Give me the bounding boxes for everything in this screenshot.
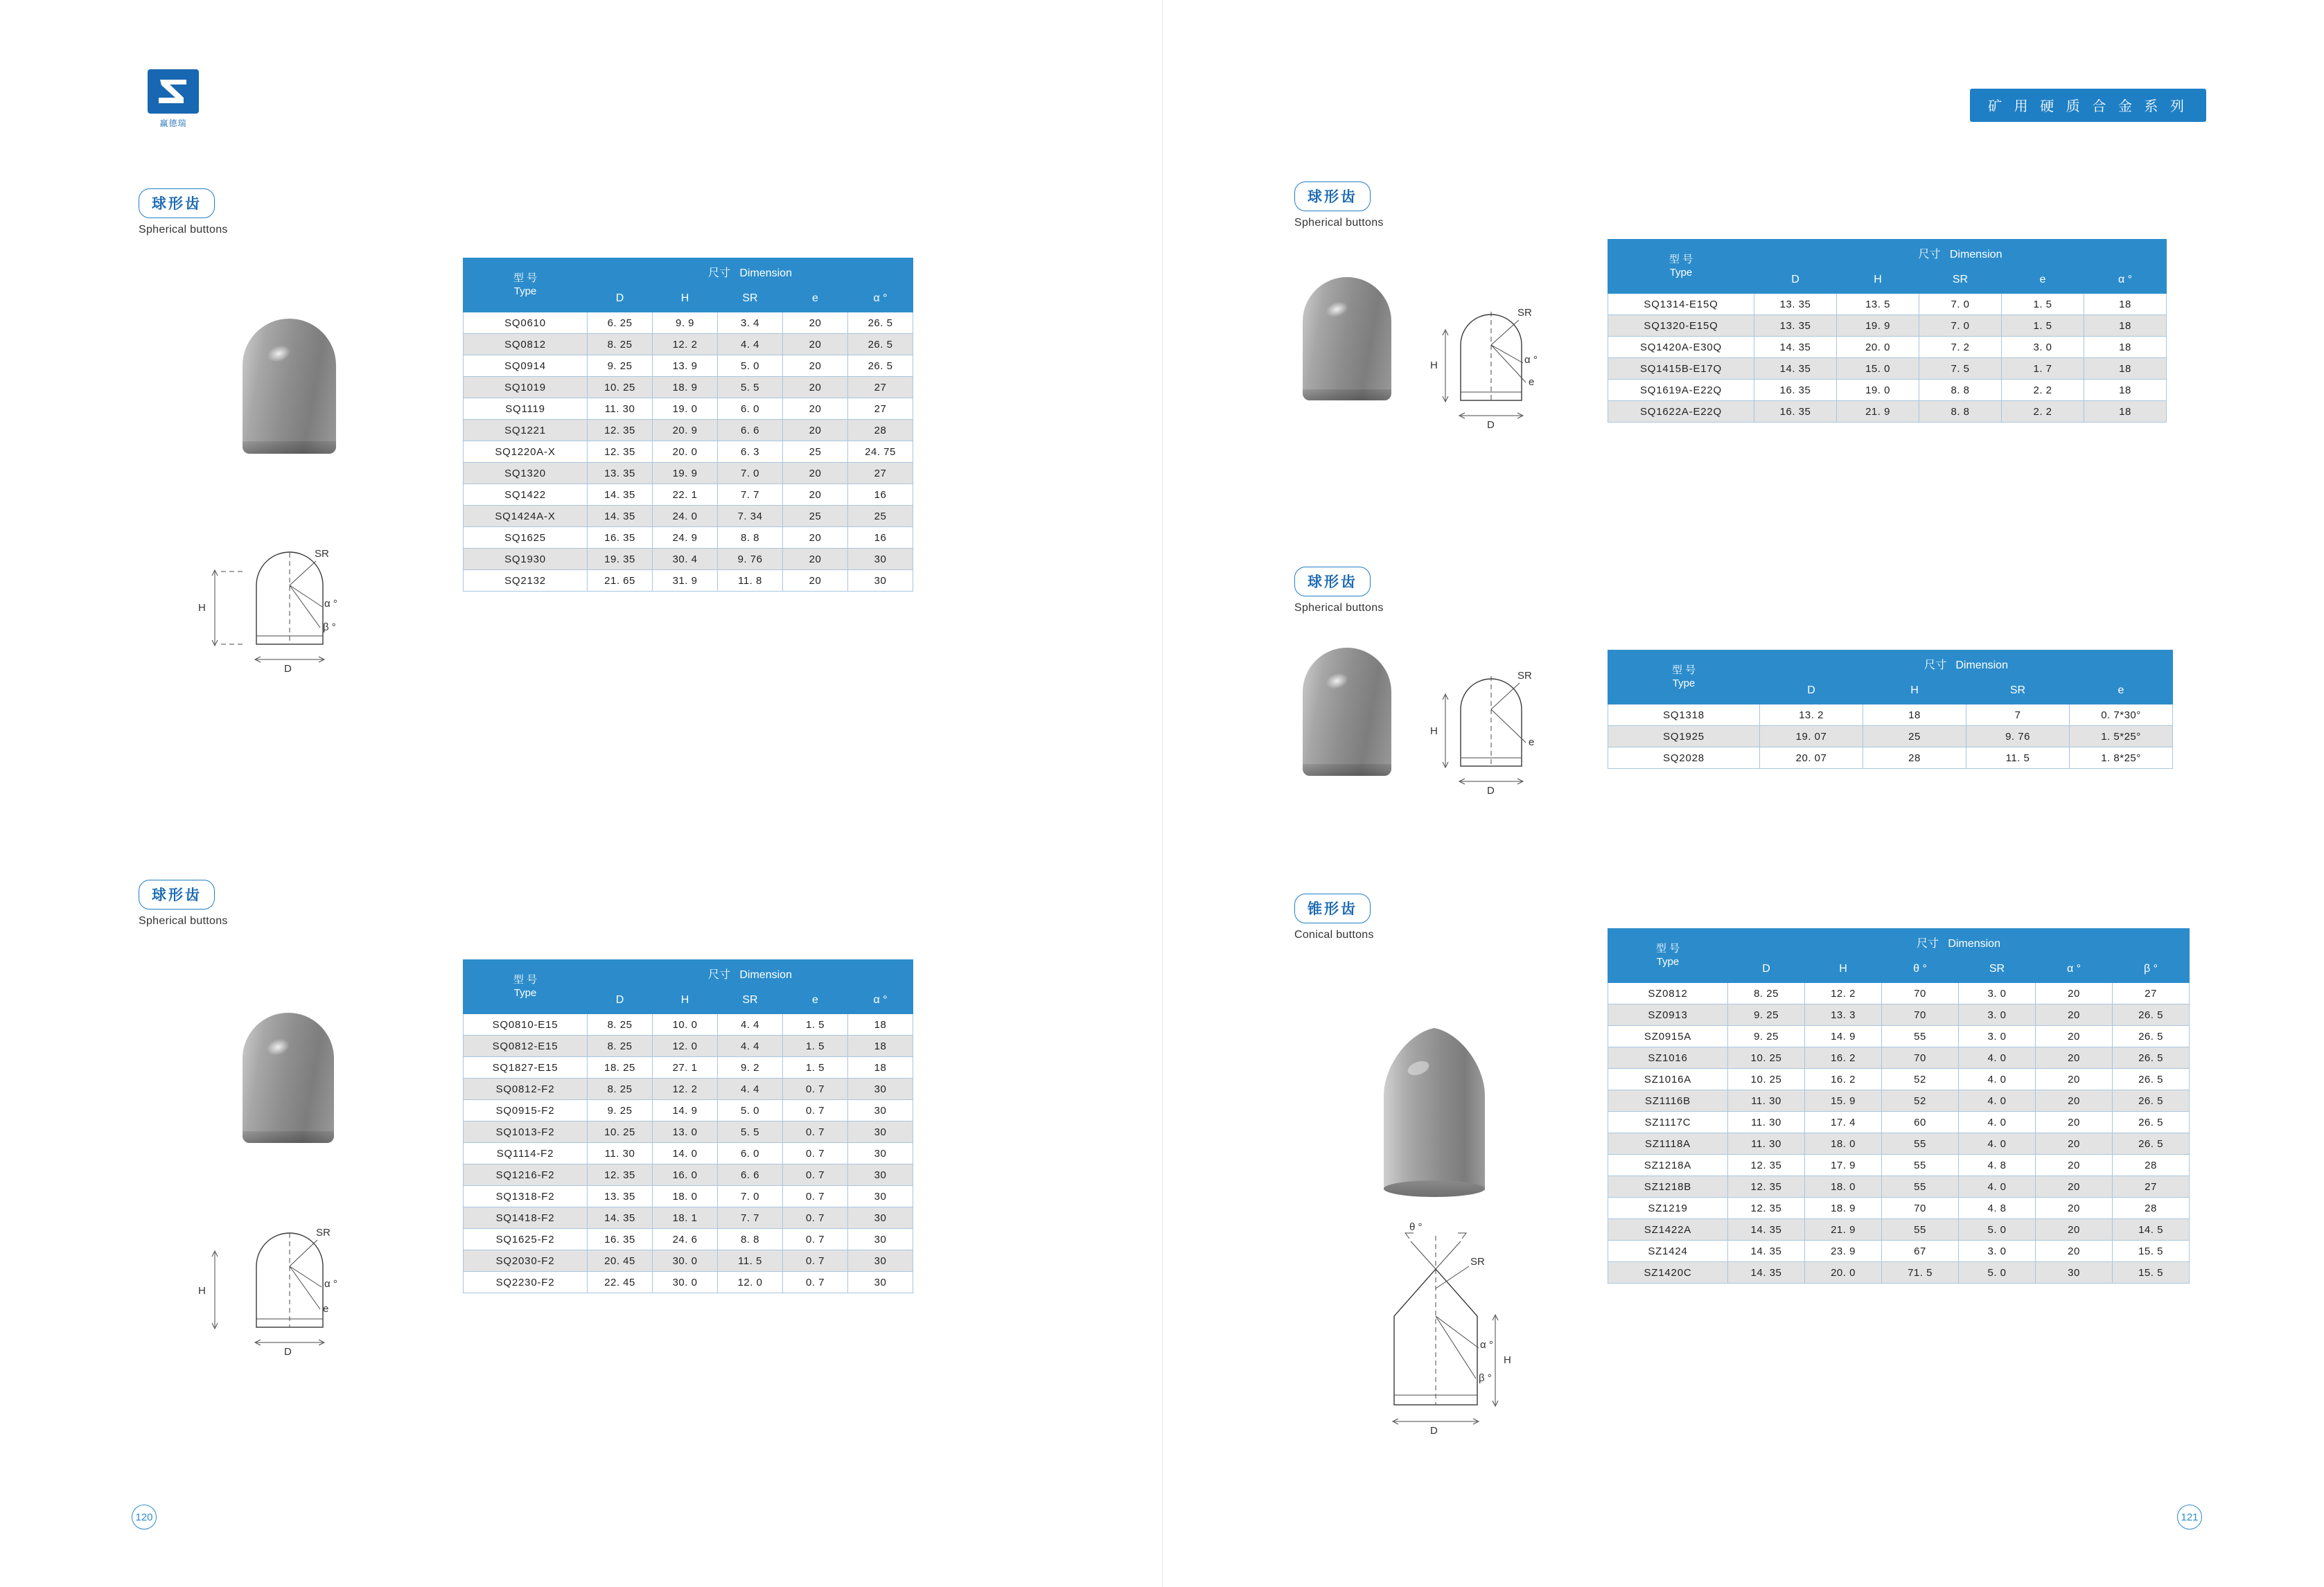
section-heading-spherical-3 — [1294, 567, 1384, 614]
label-H: H — [198, 602, 206, 614]
th-e: e — [2070, 677, 2173, 704]
series-banner: 矿 用 硬 质 合 金 系 列 — [1970, 89, 2206, 122]
section-tag-en: Spherical buttons — [1294, 217, 1384, 229]
table-row: SQ1216-F2 12. 35 16. 0 6. 6 0. 7 30 — [464, 1164, 913, 1186]
th-e: e — [783, 987, 848, 1014]
table-row: SQ1314-E15Q 13. 35 13. 5 7. 0 1. 5 18 — [1608, 294, 2167, 315]
table-row: SQ1619A-E22Q 16. 35 19. 0 8. 8 2. 2 18 — [1608, 380, 2167, 401]
th-H: H — [1805, 956, 1882, 983]
table-row: SQ1422 14. 35 22. 1 7. 7 20 16 — [464, 484, 913, 506]
technical-drawing-spherical-4 — [173, 1185, 423, 1358]
table-row: SQ1119 11. 30 19. 0 6. 0 20 27 — [464, 398, 913, 420]
th-theta: θ ° — [1882, 956, 1959, 983]
page-number-left: 120 — [132, 1505, 157, 1530]
label-D: D — [284, 1346, 292, 1358]
table-row: SQ2028 20. 07 28 11. 5 1. 8*25° — [1608, 747, 2173, 769]
product-render-spherical-3 — [1303, 648, 1391, 776]
label-H: H — [1504, 1354, 1511, 1366]
label-SR: SR — [1470, 1256, 1485, 1268]
table-row: SQ1220A-X 12. 35 20. 0 6. 3 25 24. 75 — [464, 441, 913, 463]
label-alpha: α ° — [324, 598, 337, 610]
label-SR: SR — [315, 548, 329, 560]
table-row: SQ1622A-E22Q 16. 35 21. 9 8. 8 2. 2 18 — [1608, 401, 2167, 423]
table-row: SQ1019 10. 25 18. 9 5. 5 20 27 — [464, 377, 913, 398]
th-SR: SR — [718, 987, 783, 1014]
label-e: e — [323, 1303, 329, 1315]
label-alpha: α ° — [324, 1278, 337, 1290]
th-alpha: α ° — [848, 285, 913, 312]
page-number-right: 121 — [2177, 1505, 2202, 1530]
th-SR: SR — [1919, 267, 2002, 294]
label-beta: β ° — [323, 621, 336, 633]
th-dimension: 尺寸 Dimension — [588, 960, 913, 987]
table-row: SZ1117C 11. 30 17. 4 60 4. 0 20 26. 5 — [1608, 1112, 2190, 1133]
th-type: 型 号 Type — [464, 960, 588, 1014]
table-row: SQ0810-E15 8. 25 10. 0 4. 4 1. 5 18 — [464, 1014, 913, 1036]
th-D: D — [1754, 267, 1837, 294]
th-type: 型 号 Type — [1608, 240, 1754, 294]
section-heading-spherical-1 — [139, 188, 228, 236]
table-row: SQ1418-F2 14. 35 18. 1 7. 7 0. 7 30 — [464, 1207, 913, 1229]
table-row: SZ1016A 10. 25 16. 2 52 4. 0 20 26. 5 — [1608, 1069, 2190, 1090]
th-dimension: 尺寸 Dimension — [1760, 650, 2173, 677]
label-H: H — [1430, 360, 1438, 371]
section-tag-cn: 球形齿 — [1294, 567, 1371, 596]
label-e: e — [1529, 376, 1535, 388]
page-divider — [1162, 0, 1163, 1587]
table-row: SZ1116B 11. 30 15. 9 52 4. 0 20 26. 5 — [1608, 1090, 2190, 1112]
table-row: SQ2030-F2 20. 45 30. 0 11. 5 0. 7 30 — [464, 1250, 913, 1272]
th-e: e — [783, 285, 848, 312]
section-heading-spherical-4 — [139, 880, 228, 928]
product-render-conical — [1368, 1018, 1500, 1202]
table-row: SQ1320-E15Q 13. 35 19. 9 7. 0 1. 5 18 — [1608, 315, 2167, 337]
spherical-button-3d — [1303, 648, 1391, 776]
th-alpha: α ° — [2084, 267, 2167, 294]
table-spherical-1 — [463, 258, 913, 592]
table-row: SQ0610 6. 25 9. 9 3. 4 20 26. 5 — [464, 312, 913, 334]
th-D: D — [588, 987, 653, 1014]
label-SR: SR — [1517, 307, 1532, 319]
th-D: D — [1760, 677, 1863, 704]
table-row: SZ1118A 11. 30 18. 0 55 4. 0 20 26. 5 — [1608, 1133, 2190, 1155]
table-conical-1 — [1608, 928, 2190, 1284]
th-e: e — [2002, 267, 2084, 294]
th-dimension: 尺寸 Dimension — [1728, 929, 2190, 956]
table-row: SZ1422A 14. 35 21. 9 55 5. 0 20 14. 5 — [1608, 1219, 2190, 1241]
section-tag-en: Spherical buttons — [1294, 602, 1384, 614]
th-type: 型 号 Type — [464, 258, 588, 312]
section-tag-en: Spherical buttons — [139, 915, 228, 927]
table-row: SZ1219 12. 35 18. 9 70 4. 8 20 28 — [1608, 1198, 2190, 1219]
section-tag-cn: 球形齿 — [139, 188, 215, 218]
table-spherical-2 — [1608, 239, 2167, 423]
section-heading-spherical-2 — [1294, 181, 1384, 229]
label-SR: SR — [1517, 670, 1532, 682]
logo-text: 赢德瑞 — [159, 118, 187, 128]
table-row: SZ1420C 14. 35 20. 0 71. 5 5. 0 30 15. 5 — [1608, 1262, 2190, 1284]
table-row: SZ0812 8. 25 12. 2 70 3. 0 20 27 — [1608, 983, 2190, 1004]
product-render-spherical-1 — [243, 319, 336, 454]
technical-drawing-spherical-2 — [1407, 277, 1635, 429]
label-D: D — [284, 663, 292, 675]
label-theta: θ ° — [1409, 1221, 1423, 1233]
th-H: H — [653, 987, 718, 1014]
table-row: SQ1320 13. 35 19. 9 7. 0 20 27 — [464, 463, 913, 484]
table-row: SQ1013-F2 10. 25 13. 0 5. 5 0. 7 30 — [464, 1121, 913, 1143]
section-tag-en: Spherical buttons — [139, 224, 228, 236]
table-row: SQ1424A-X 14. 35 24. 0 7. 34 25 25 — [464, 506, 913, 527]
table-row: SQ0812 8. 25 12. 2 4. 4 20 26. 5 — [464, 334, 913, 355]
th-D: D — [588, 285, 653, 312]
conical-button-3d — [1368, 1018, 1500, 1198]
th-alpha: α ° — [2036, 956, 2113, 983]
table-row: SQ1930 19. 35 30. 4 9. 76 20 30 — [464, 549, 913, 570]
label-e: e — [1529, 736, 1535, 748]
label-beta: β ° — [1479, 1372, 1492, 1384]
table-row: SZ1218A 12. 35 17. 9 55 4. 8 20 28 — [1608, 1155, 2190, 1176]
technical-drawing-conical — [1337, 1205, 1628, 1437]
table-row: SQ1221 12. 35 20. 9 6. 6 20 28 — [464, 420, 913, 441]
table-row: SQ1925 19. 07 25 9. 76 1. 5*25° — [1608, 726, 2173, 747]
spherical-button-3d — [1303, 277, 1391, 400]
spherical-button-3d — [243, 1013, 334, 1143]
th-alpha: α ° — [848, 987, 913, 1014]
table-row: SQ2230-F2 22. 45 30. 0 12. 0 0. 7 30 — [464, 1272, 913, 1293]
technical-drawing-spherical-3 — [1407, 637, 1635, 797]
table-row: SQ2132 21. 65 31. 9 11. 8 20 30 — [464, 570, 913, 592]
th-SR: SR — [718, 285, 783, 312]
table-row: SZ0915A 9. 25 14. 9 55 3. 0 20 26. 5 — [1608, 1026, 2190, 1047]
section-tag-en: Conical buttons — [1294, 929, 1374, 941]
table-row: SQ1114-F2 11. 30 14. 0 6. 0 0. 7 30 — [464, 1143, 913, 1164]
th-H: H — [1863, 677, 1966, 704]
section-tag-cn: 锥形齿 — [1294, 894, 1371, 923]
table-row: SQ0812-F2 8. 25 12. 2 4. 4 0. 7 30 — [464, 1079, 913, 1100]
th-beta: β ° — [2113, 956, 2190, 983]
th-dimension: 尺寸 Dimension — [1754, 240, 2167, 267]
label-SR: SR — [316, 1227, 331, 1239]
table-row: SQ1318 13. 2 18 7 0. 7*30° — [1608, 704, 2173, 726]
table-row: SQ1625 16. 35 24. 9 8. 8 20 16 — [464, 527, 913, 549]
label-alpha: α ° — [1480, 1339, 1493, 1351]
label-alpha: α ° — [1524, 354, 1538, 366]
th-H: H — [653, 285, 718, 312]
table-row: SQ0812-E15 8. 25 12. 0 4. 4 1. 5 18 — [464, 1036, 913, 1057]
table-row: SZ1218B 12. 35 18. 0 55 4. 0 20 27 — [1608, 1176, 2190, 1198]
label-H: H — [1430, 725, 1438, 737]
product-render-spherical-4 — [243, 1013, 334, 1143]
th-H: H — [1837, 267, 1919, 294]
table-row: SQ1420A-E30Q 14. 35 20. 0 7. 2 3. 0 18 — [1608, 337, 2167, 358]
label-D: D — [1487, 785, 1495, 797]
table-row: SQ1318-F2 13. 35 18. 0 7. 0 0. 7 30 — [464, 1186, 913, 1207]
table-row: SZ1016 10. 25 16. 2 70 4. 0 20 26. 5 — [1608, 1047, 2190, 1069]
th-type: 型 号 Type — [1608, 929, 1728, 983]
table-spherical-4 — [463, 959, 913, 1293]
table-row: SQ1625-F2 16. 35 24. 6 8. 8 0. 7 30 — [464, 1229, 913, 1250]
technical-drawing-spherical-1 — [173, 506, 423, 675]
spherical-button-3d — [243, 319, 336, 454]
th-dimension: 尺寸 Dimension — [588, 258, 913, 285]
product-render-spherical-2 — [1303, 277, 1391, 400]
label-H: H — [198, 1285, 206, 1297]
label-D: D — [1487, 419, 1495, 431]
table-row: SQ1827-E15 18. 25 27. 1 9. 2 1. 5 18 — [464, 1057, 913, 1079]
table-row: SQ0914 9. 25 13. 9 5. 0 20 26. 5 — [464, 355, 913, 377]
table-row: SZ0913 9. 25 13. 3 70 3. 0 20 26. 5 — [1608, 1004, 2190, 1026]
table-row: SQ0915-F2 9. 25 14. 9 5. 0 0. 7 30 — [464, 1100, 913, 1121]
table-row: SZ1424 14. 35 23. 9 67 3. 0 20 15. 5 — [1608, 1241, 2190, 1262]
section-tag-cn: 球形齿 — [139, 880, 215, 910]
th-type: 型 号 Type — [1608, 650, 1760, 704]
th-SR: SR — [1959, 956, 2036, 983]
section-tag-cn: 球形齿 — [1294, 181, 1371, 211]
table-row: SQ1415B-E17Q 14. 35 15. 0 7. 5 1. 7 18 — [1608, 358, 2167, 380]
th-SR: SR — [1966, 677, 2070, 704]
logo-badge-icon — [148, 69, 199, 114]
company-logo — [118, 66, 229, 132]
table-spherical-3 — [1608, 650, 2173, 769]
th-D: D — [1728, 956, 1805, 983]
label-D: D — [1430, 1425, 1438, 1437]
section-heading-conical-1 — [1294, 894, 1374, 941]
